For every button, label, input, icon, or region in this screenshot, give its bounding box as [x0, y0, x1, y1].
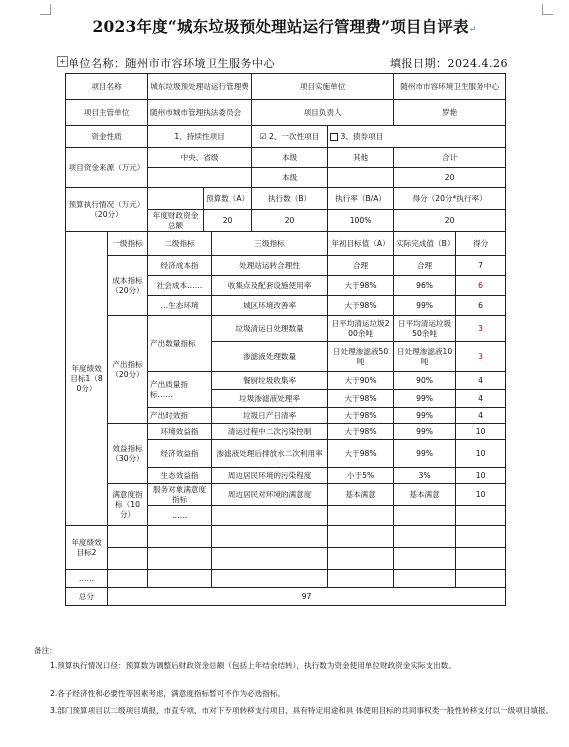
actual-cell[interactable]: 合理 [394, 256, 456, 276]
title-text: 2023年度“城东垃圾预处理站运行管理费”项目自评表 [92, 17, 469, 36]
level-3-cell[interactable]: 收集点及配套设施使用率 [212, 276, 328, 296]
level-3-cell[interactable]: 周边居民环境的污染程度 [212, 468, 328, 484]
score-cell[interactable]: 3 [456, 316, 506, 342]
actual-value-header: 实际完成值（B） [394, 232, 456, 256]
source-local-label: 本级 [252, 168, 328, 188]
leader-label: 项目负责人 [252, 100, 394, 126]
fund-nature-option-1: 1、持续性项目 [148, 126, 252, 148]
target-cell[interactable]: 基本满意 [328, 484, 394, 506]
score-cell[interactable]: 10 [456, 440, 506, 468]
empty-cell[interactable] [148, 548, 212, 570]
source-central-value[interactable] [148, 168, 252, 188]
table-row [66, 424, 506, 440]
table-row [66, 126, 506, 148]
empty-cell[interactable] [394, 570, 456, 588]
unit-name: 单位名称：随州市市容环境卫生服务中心 [68, 57, 275, 70]
level-3-cell[interactable]: 周边居民对环境的满意度 [212, 484, 328, 506]
actual-cell[interactable]: 99% [394, 296, 456, 316]
target-cell[interactable]: 大于98% [328, 276, 394, 296]
table-row [66, 74, 506, 100]
margin-corner-right [542, 4, 553, 15]
empty-cell[interactable] [108, 570, 148, 588]
evaluation-table [65, 73, 506, 606]
actual-cell[interactable]: 日平均清运垃圾50余吨 [394, 316, 456, 342]
margin-corner-left [40, 4, 51, 15]
total-label: 总分 [66, 588, 108, 606]
project-name-label: 项目名称 [66, 74, 148, 100]
score-cell[interactable]: 4 [456, 408, 506, 424]
unchecked-box-icon[interactable] [330, 133, 338, 141]
empty-cell[interactable] [394, 548, 456, 570]
target-cell[interactable] [328, 506, 394, 526]
level-2-header: 二级指标 [148, 232, 212, 256]
level-3-cell[interactable]: 渗滤液处理后排放水二次利用率 [212, 440, 328, 468]
table-row [66, 188, 506, 210]
notes-heading: 备注： [34, 646, 57, 655]
budget-score-value[interactable]: 20 [394, 210, 506, 232]
score-cell[interactable] [456, 506, 506, 526]
table-row [66, 526, 506, 548]
empty-cell[interactable] [456, 548, 506, 570]
level-2-cell[interactable]: 环境效益指 [148, 424, 212, 440]
table-row [66, 100, 506, 126]
level-1-header: 一级指标 [108, 232, 148, 256]
table-row [66, 548, 506, 570]
target-cell[interactable]: 大于98% [328, 440, 394, 468]
actual-cell[interactable]: 99% [394, 408, 456, 424]
mgmt-unit-value[interactable]: 随州市城市管理执法委员会 [148, 100, 252, 126]
empty-cell[interactable] [456, 526, 506, 548]
project-name-value[interactable]: 城东垃圾预处理站运行管理费 [148, 74, 252, 100]
level-3-cell[interactable]: 垃圾渗滤液处理率 [212, 390, 328, 408]
target-cell[interactable]: 大于98% [328, 408, 394, 424]
goal-1-label: 年度绩效目标1（80分） [66, 232, 108, 526]
actual-cell[interactable]: 99% [394, 440, 456, 468]
level-2-cell[interactable]: …生态环境 [148, 296, 212, 316]
score-cell[interactable]: 3 [456, 342, 506, 372]
level-2-cell[interactable]: 社会成本…… [148, 276, 212, 296]
level-2-cell[interactable]: 生态效益指 [148, 468, 212, 484]
actual-cell[interactable] [394, 506, 456, 526]
actual-cell[interactable]: 99% [394, 390, 456, 408]
paragraph-mark-icon: ↵ [468, 25, 477, 35]
fund-nature-option-2[interactable] [252, 126, 328, 148]
target-cell[interactable]: 日平均清运垃圾200余吨 [328, 316, 394, 342]
level-2-cell[interactable]: 产出质量指标…… [148, 372, 212, 408]
empty-cell[interactable] [212, 570, 328, 588]
benefit-indicator-label: 效益指标（30分） [108, 424, 148, 484]
header-row [68, 55, 508, 71]
actual-cell[interactable]: 3% [394, 468, 456, 484]
level-3-header: 三级指标 [212, 232, 328, 256]
mgmt-unit-label: 项目主管单位 [66, 100, 148, 126]
table-row [66, 316, 506, 342]
source-local: 本级 [252, 148, 328, 168]
score-cell[interactable]: 4 [456, 372, 506, 390]
score-cell[interactable]: 10 [456, 484, 506, 506]
fund-source-label: 项目资金来源（万元） [66, 148, 148, 188]
leader-value[interactable]: 罗艳 [394, 100, 506, 126]
empty-cell[interactable] [212, 526, 328, 548]
empty-cell[interactable] [328, 526, 394, 548]
level-2-cell[interactable]: …… [148, 506, 212, 526]
score-cell[interactable]: 7 [456, 256, 506, 276]
level-3-cell[interactable]: 垃圾日产日清率 [212, 408, 328, 424]
actual-cell[interactable]: 90% [394, 372, 456, 390]
target-cell[interactable]: 日处理渗滤液50吨 [328, 342, 394, 372]
note-2: 2.各子经济性和必要性等因素考虑，满意度指标暂可不作为必选指标。 [50, 689, 286, 698]
empty-cell[interactable] [108, 526, 148, 548]
source-central: 中央、省级 [148, 148, 252, 168]
budget-a-header: 预算数（A） [204, 188, 252, 210]
total-value[interactable]: 97 [108, 588, 506, 606]
actual-cell[interactable]: 99% [394, 424, 456, 440]
ellipsis-label: …… [66, 570, 108, 588]
budget-blank [148, 188, 204, 210]
note-3: 3.部门预算项目以二级项目填报，市直专项、市对下专项转移支付项目、具有特定用途和具 体使用目标的共同事权类一般性转移支付以一级项目填报。 [50, 706, 554, 715]
actual-cell[interactable]: 日处理渗滤液10吨 [394, 342, 456, 372]
level-3-cell[interactable]: 垃圾清运日处理数量 [212, 316, 328, 342]
target-cell[interactable]: 合理 [328, 256, 394, 276]
level-2-cell[interactable]: 经济成本指 [148, 256, 212, 276]
level-2-cell[interactable]: 服务对象满意度指标 [148, 484, 212, 506]
source-other-value[interactable] [328, 168, 394, 188]
budget-row-label: 年度财政资金总额 [148, 210, 204, 232]
actual-cell[interactable]: 基本满意 [394, 484, 456, 506]
target-cell[interactable]: 大于98% [328, 296, 394, 316]
level-3-cell[interactable]: 处理站运转合理性 [212, 256, 328, 276]
level-2-cell[interactable]: 产出数量指标 [148, 316, 212, 372]
level-3-cell[interactable]: 清运过程中二次污染控制 [212, 424, 328, 440]
empty-cell[interactable] [456, 570, 506, 588]
level-3-cell[interactable]: 渗滤液处理数量 [212, 342, 328, 372]
empty-cell[interactable] [148, 570, 212, 588]
level-3-cell[interactable]: 餐厨垃圾收集率 [212, 372, 328, 390]
goal-2-label: 年度绩效目标2 [66, 526, 108, 570]
fund-nature-label: 资金性质 [66, 126, 148, 148]
target-value-header: 年初目标值（A） [328, 232, 394, 256]
score-cell[interactable]: 10 [456, 468, 506, 484]
table-row [66, 588, 506, 606]
option-3-text: 3、债券项目 [340, 131, 384, 141]
target-cell[interactable]: 大于98% [328, 390, 394, 408]
empty-cell[interactable] [148, 526, 212, 548]
budget-rate-header: 执行率（B/A） [328, 188, 394, 210]
empty-cell[interactable] [328, 570, 394, 588]
score-cell[interactable]: 4 [456, 390, 506, 408]
impl-unit-label: 项目实施单位 [252, 74, 394, 100]
empty-cell[interactable] [108, 548, 148, 570]
empty-cell[interactable] [212, 548, 328, 570]
budget-a-value[interactable]: 20 [204, 210, 252, 232]
budget-b-header: 执行数（B） [252, 188, 328, 210]
empty-cell[interactable] [394, 526, 456, 548]
empty-cell[interactable] [328, 548, 394, 570]
table-row [66, 484, 506, 506]
source-total-value[interactable]: 20 [394, 168, 506, 188]
source-total-label: 合计 [394, 148, 506, 168]
table-row [66, 148, 506, 168]
fund-nature-option-3[interactable] [328, 126, 506, 148]
level-2-cell[interactable]: 产出时效指 [148, 408, 212, 424]
report-date: 填报日期：2024.4.26 [390, 57, 508, 70]
satisfaction-indicator-label: 满意度指标（10分） [108, 484, 148, 526]
target-cell[interactable]: 小于5% [328, 468, 394, 484]
table-row [66, 570, 506, 588]
level-2-cell[interactable]: 经济效益指 [148, 440, 212, 468]
checked-box-icon[interactable]: ☑ [259, 131, 267, 141]
option-2-text: 2、一次性项目 [268, 131, 320, 141]
budget-score-header: 得分（20分*执行率） [394, 188, 506, 210]
output-indicator-label: 产出指标（20分） [108, 316, 148, 424]
budget-rate-value[interactable]: 100% [328, 210, 394, 232]
table-move-handle-icon[interactable]: + [57, 56, 68, 67]
target-cell[interactable]: 大于98% [328, 424, 394, 440]
actual-cell[interactable]: 96% [394, 276, 456, 296]
score-cell[interactable]: 10 [456, 424, 506, 440]
target-cell[interactable]: 大于90% [328, 372, 394, 390]
document-title [0, 15, 569, 37]
score-header: 得分 [456, 232, 506, 256]
budget-label: 预算执行情况（万元）（20分） [66, 188, 148, 232]
table-row [66, 232, 506, 256]
level-3-cell[interactable]: 城区环境改善率 [212, 296, 328, 316]
score-cell[interactable]: 6 [456, 296, 506, 316]
table-row [66, 256, 506, 276]
source-other: 其他 [328, 148, 394, 168]
budget-b-value[interactable]: 20 [252, 210, 328, 232]
score-cell[interactable]: 6 [456, 276, 506, 296]
level-3-cell[interactable] [212, 506, 328, 526]
note-1: 1.预算执行情况口径：预算数为调整后财政资金总额（包括上年结余结转），执行数为资金使用单位财政资金实际支出数。 [50, 661, 456, 670]
impl-unit-value[interactable]: 随州市市容环境卫生服务中心 [394, 74, 506, 100]
cost-indicator-label: 成本指标（20分） [108, 256, 148, 316]
